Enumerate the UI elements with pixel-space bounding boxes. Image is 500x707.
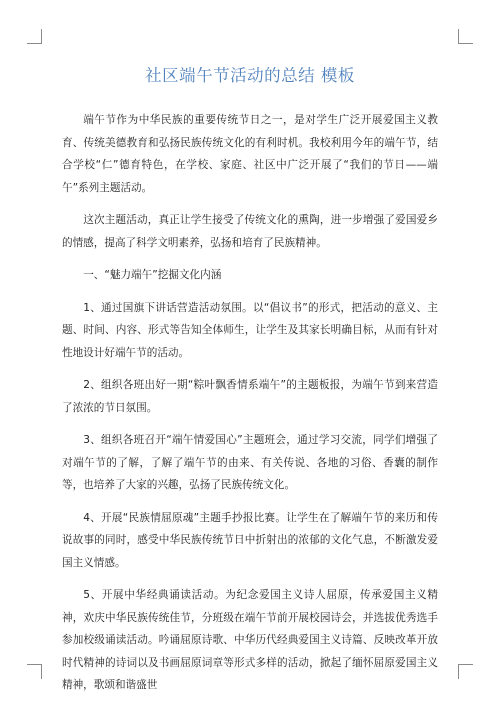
paragraph-item-3: 3、组织各班召开“端午情爱国心”主题班会，通过学习交流，同学们增强了对端午节的了解，了解了端午节的由来、有关传说、各地的习俗、香囊的制作等，也培养了大家的兴趣，弘扬了民族传统文化。: [62, 434, 438, 491]
paragraph-item-5: 5、开展中华经典诵读活动。为纪念爱国主义诗人屈原，传承爱国主义精神，欢庆中华民族传统佳节，分班级在端午节前开展校园诗会，并选拔优秀选手参加校级诵读活动。吟诵屈原诗歌、中华历代经典爱国主义诗篇、反映改革开放时代精神的诗词以及书画屈原词章等形式多样的活动，掀起了缅怀屈原爱国主义精神，歌颂和谐盛世: [62, 589, 438, 691]
crop-mark-bottom-right: [458, 664, 473, 679]
paragraph-item-2: 2、组织各班出好一期“粽叶飘香情系端午”的主题板报，为端午节到来营造了浓浓的节日氛围。: [62, 379, 438, 414]
paragraph-intro: 端午节作为中华民族的重要传统节日之一，是对学生广泛开展爱国主义教育、传统美德教育和弘扬民族传统文化的有利时机。我校利用今年的端午节，结合学校“仁”德育特色，在学校、家庭、社区中广泛开展了“我们的节日——端午”系列主题活动。: [62, 114, 438, 194]
paragraph-summary: 这次主题活动，真正让学生接受了传统文化的熏陶，进一步增强了爱国爱乡的情感，提高了科学文明素养，弘扬和培育了民族精神。: [62, 214, 438, 249]
document-title: 社区端午节活动的总结 模板: [145, 66, 355, 85]
section-heading-1: 一、“魅力端午”挖掘文化内涵: [83, 269, 222, 281]
crop-mark-top-left: [27, 29, 42, 44]
crop-mark-top-right: [458, 29, 473, 44]
paragraph-item-4: 4、开展“民族情屈原魂”主题手抄报比赛。让学生在了解端午节的来历和传说故事的同时，感受中华民族传统节日中折射出的浓郁的文化气息，不断激发爱国主义情感。: [62, 511, 438, 569]
document-body: [62, 109, 438, 707]
crop-mark-bottom-left: [27, 664, 42, 679]
paragraph-item-1: 1、通过国旗下讲话营造活动氛围。以“倡议书”的形式，把活动的意义、主题、时间、内容、形式等告知全体师生，让学生及其家长明确目标，从而有针对性地设计好端午节的活动。: [62, 301, 438, 359]
